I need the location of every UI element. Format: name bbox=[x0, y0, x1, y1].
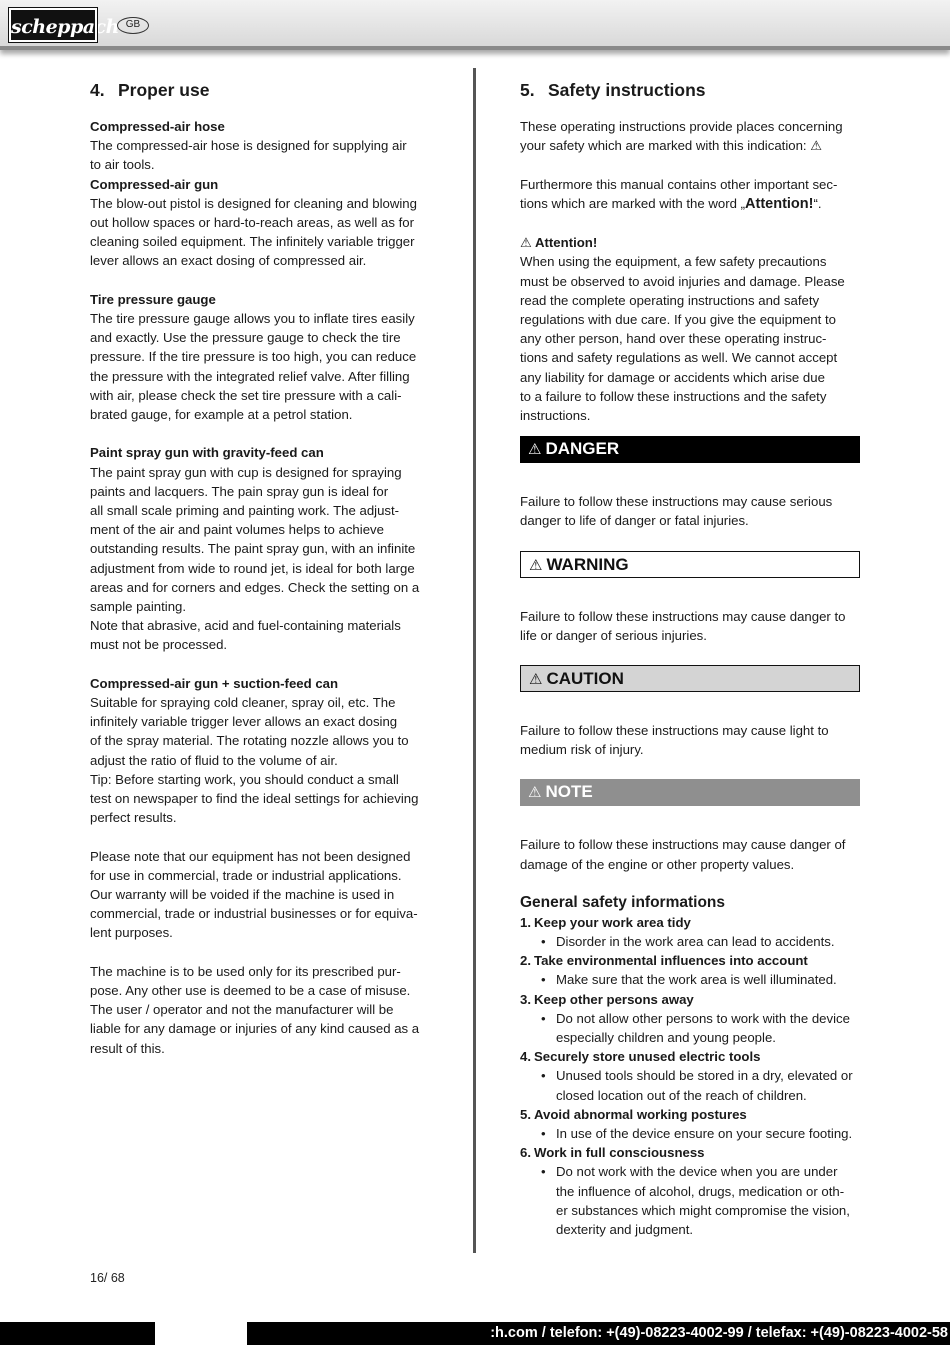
general-safety-heading: General safety informations bbox=[520, 893, 726, 911]
warning-triangle-icon: ⚠ bbox=[528, 784, 542, 802]
paragraph-line: lent purposes. bbox=[90, 925, 173, 941]
attention-heading: ⚠ Attention! bbox=[520, 235, 598, 251]
paragraph-line: The blow-out pistol is designed for cleaning and blowing bbox=[90, 195, 417, 211]
subheading-gauge: Tire pressure gauge bbox=[90, 291, 216, 307]
paragraph-line: out hollow spaces or hard-to-reach areas, as well as for bbox=[90, 215, 414, 231]
paragraph-line: Please note that our equipment has not been designed bbox=[90, 848, 411, 864]
safety-item-title: 5. Avoid abnormal working postures bbox=[520, 1106, 747, 1122]
safety-bullet: • In use of the device ensure on your secure footing. bbox=[520, 1124, 865, 1143]
paragraph-line: sample painting. bbox=[90, 599, 187, 615]
paragraph-line: result of this. bbox=[90, 1040, 165, 1056]
subheading-gun: Compressed-air gun bbox=[90, 176, 219, 192]
safety-bullet-continued: closed location out of the reach of children. bbox=[556, 1087, 807, 1103]
paragraph-line: outstanding results. The paint spray gun, with an infinite bbox=[90, 541, 416, 557]
paragraph-line: any liability for damage or accidents which arise due bbox=[520, 369, 825, 385]
paragraph-line: must not be processed. bbox=[90, 637, 228, 653]
paragraph-line: Our warranty will be voided if the machine is used in bbox=[90, 887, 395, 903]
paragraph-line: Furthermore this manual contains other important sec- bbox=[520, 176, 838, 192]
paragraph-line: Failure to follow these instructions may cause light to bbox=[520, 723, 829, 739]
paragraph-line: to a failure to follow these instructions and the safety bbox=[520, 388, 827, 404]
paragraph-line: any other person, hand over these operating instruc- bbox=[520, 331, 827, 347]
paragraph-line: and exactly. Use the pressure gauge to check the tire bbox=[90, 330, 401, 346]
paragraph-line: adjustment from wide to round jet, is ideal for both large bbox=[90, 560, 415, 576]
paragraph-line: test on newspaper to find the ideal settings for achieving bbox=[90, 791, 419, 807]
paragraph-line: lever allows an exact dosing of compressed air. bbox=[90, 253, 367, 269]
paragraph-line: the pressure with the integrated relief valve. After filling bbox=[90, 368, 410, 384]
paragraph-line: Note that abrasive, acid and fuel-containing materials bbox=[90, 618, 401, 634]
paragraph-line: regulations with due care. If you give the equipment to bbox=[520, 312, 836, 327]
paragraph-line: your safety which are marked with this indication: ⚠ bbox=[520, 138, 823, 154]
paragraph-line: perfect results. bbox=[90, 810, 177, 826]
safety-bullet: • Do not work with the device when you are under bbox=[520, 1162, 865, 1181]
safety-bullet: • Unused tools should be stored in a dry, elevated or bbox=[520, 1066, 865, 1085]
paragraph-line: The machine is to be used only for its prescribed pur- bbox=[90, 963, 401, 979]
paragraph-line: brated gauge, for example at a petrol station. bbox=[90, 407, 353, 423]
warning-triangle-icon: ⚠ bbox=[529, 556, 543, 574]
paragraph-line: damage of the engine or other property values. bbox=[520, 856, 795, 872]
paragraph-line: These operating instructions provide places concerning bbox=[520, 119, 843, 134]
warning-box: ⚠ WARNING bbox=[520, 551, 860, 578]
paragraph-line: The paint spray gun with cup is designed for spraying bbox=[90, 464, 402, 480]
paragraph-line: ment of the air and paint volumes helps to achieve bbox=[90, 522, 384, 538]
brand-logo: scheppach bbox=[9, 8, 97, 42]
safety-bullet-continued: er substances which might compromise the vision, bbox=[556, 1202, 850, 1218]
paragraph-line: of the spray material. The rotating nozzle allows you to bbox=[90, 733, 409, 749]
safety-item-title: 2. Take environmental influences into account bbox=[520, 953, 808, 969]
paragraph-line: Failure to follow these instructions may cause serious bbox=[520, 494, 833, 510]
paragraph-line: The user / operator and not the manufacturer will be bbox=[90, 1002, 394, 1018]
subheading-suction-gun: Compressed-air gun + suction-feed can bbox=[90, 675, 339, 691]
paragraph-line: must be observed to avoid injuries and damage. Please bbox=[520, 273, 845, 289]
subheading-paint-gun: Paint spray gun with gravity-feed can bbox=[90, 445, 324, 461]
paragraph-line: for use in commercial, trade or industrial applications. bbox=[90, 867, 402, 883]
paragraph-line: infinitely variable trigger lever allows an exact dosing bbox=[90, 714, 398, 730]
paragraph-line: adjust the ratio of fluid to the volume of air. bbox=[90, 752, 338, 768]
footer-gap bbox=[155, 1322, 247, 1345]
paragraph-line: medium risk of injury. bbox=[520, 742, 644, 758]
paragraph-line: to air tools. bbox=[90, 157, 155, 173]
paragraph-line: commercial, trade or industrial businesses or for equiva- bbox=[90, 906, 418, 922]
paragraph-line: read the complete operating instructions and safety bbox=[520, 292, 820, 308]
column-divider bbox=[473, 68, 476, 1253]
paragraph-line: The tire pressure gauge allows you to inflate tires easily bbox=[90, 311, 415, 327]
paragraph-line: The compressed-air hose is designed for supplying air bbox=[90, 138, 407, 154]
danger-box: ⚠ DANGER bbox=[520, 436, 860, 463]
paragraph-line: paints and lacquers. The pain spray gun is ideal for bbox=[90, 483, 389, 499]
paragraph-line: When using the equipment, a few safety precautions bbox=[520, 254, 827, 270]
caution-box: ⚠ CAUTION bbox=[520, 665, 860, 692]
safety-instructions-column bbox=[520, 78, 865, 1239]
paragraph-line: liable for any damage or injuries of any kind caused as a bbox=[90, 1021, 420, 1037]
safety-bullet: • Do not allow other persons to work with the device bbox=[520, 1009, 865, 1028]
safety-item-title: 4. Securely store unused electric tools bbox=[520, 1049, 761, 1065]
note-box: ⚠ NOTE bbox=[520, 779, 860, 806]
paragraph-line: tions and safety regulations as well. We cannot accept bbox=[520, 350, 838, 366]
paragraph-line: Failure to follow these instructions may cause danger to bbox=[520, 608, 846, 624]
section-heading-proper-use: 4. Proper use bbox=[90, 80, 210, 100]
paragraph-line: tions which are marked with the word „Attention!“. bbox=[520, 195, 822, 212]
safety-item-title: 6. Work in full consciousness bbox=[520, 1145, 705, 1161]
paragraph-line: pressure. If the tire pressure is too high, you can reduce bbox=[90, 349, 417, 365]
paragraph-line: danger to life of danger or fatal injuries. bbox=[520, 513, 749, 529]
safety-bullet-continued: especially children and young people. bbox=[556, 1030, 776, 1046]
paragraph-line: with air, please check the set tire pressure with a cali- bbox=[90, 387, 402, 403]
warning-triangle-icon: ⚠ bbox=[529, 671, 543, 689]
page-number: 16/ 68 bbox=[90, 1271, 125, 1285]
paragraph-line: Failure to follow these instructions may cause danger of bbox=[520, 837, 846, 853]
safety-item-title: 3. Keep other persons away bbox=[520, 991, 694, 1007]
safety-bullet-continued: dexterity and judgment. bbox=[556, 1222, 694, 1238]
page-header bbox=[0, 0, 950, 50]
warning-triangle-icon: ⚠ bbox=[528, 441, 542, 459]
section-heading-safety: 5. Safety instructions bbox=[520, 80, 706, 100]
safety-bullet: • Make sure that the work area is well illuminated. bbox=[520, 970, 865, 989]
paragraph-line: cleaning soiled equipment. The infinitely variable trigger bbox=[90, 234, 415, 250]
safety-bullet-continued: the influence of alcohol, drugs, medication or oth- bbox=[556, 1183, 845, 1199]
subheading-hose: Compressed-air hose bbox=[90, 119, 225, 134]
paragraph-line: instructions. bbox=[520, 408, 591, 424]
paragraph-line: life or danger of serious injuries. bbox=[520, 627, 707, 643]
safety-item-title: 1. Keep your work area tidy bbox=[520, 914, 691, 930]
paragraph-line: Suitable for spraying cold cleaner, spray oil, etc. The bbox=[90, 695, 396, 711]
attention-word: Attention! bbox=[745, 195, 814, 212]
safety-bullet: • Disorder in the work area can lead to accidents. bbox=[520, 932, 865, 951]
language-badge: GB bbox=[117, 17, 149, 34]
footer-contact: :h.com / telefon: +(49)-08223-4002-99 / telefax: +(49)-08223-4002-58 bbox=[490, 1325, 948, 1341]
paragraph-line: all small scale priming and painting work. The adjust- bbox=[90, 503, 400, 519]
proper-use-column bbox=[90, 78, 435, 1058]
paragraph-line: pose. Any other use is deemed to be a case of misuse. bbox=[90, 983, 411, 999]
paragraph-line: areas and for corners and edges. Check the setting on a bbox=[90, 579, 420, 595]
paragraph-line: Tip: Before starting work, you should conduct a small bbox=[90, 771, 399, 787]
